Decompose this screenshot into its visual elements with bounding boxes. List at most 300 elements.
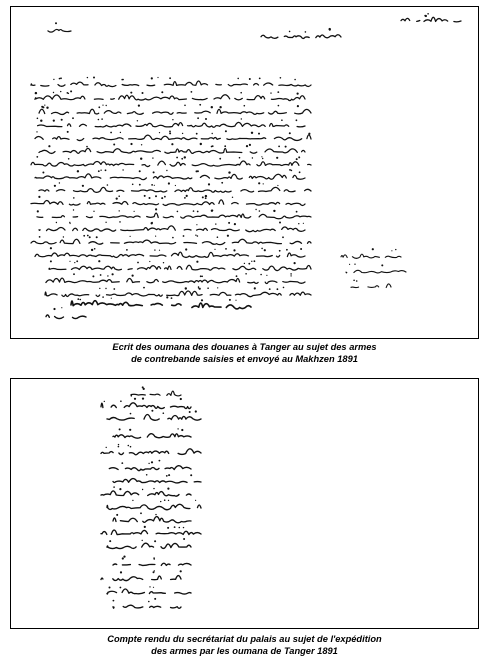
diacritic-dot xyxy=(303,223,304,224)
manuscript-image-customs-letter xyxy=(10,6,479,339)
diacritic-dot xyxy=(151,410,153,412)
diacritic-dot xyxy=(122,169,123,170)
diacritic-dot xyxy=(239,157,241,159)
diacritic-dot xyxy=(149,261,150,262)
diacritic-dot xyxy=(148,601,150,603)
diacritic-dot xyxy=(154,185,155,186)
diacritic-dot xyxy=(118,444,119,445)
diacritic-dot xyxy=(270,92,271,93)
diacritic-dot xyxy=(111,298,112,299)
diacritic-dot xyxy=(297,105,299,107)
diacritic-dot xyxy=(130,236,131,237)
diacritic-dot xyxy=(80,299,82,301)
diacritic-dot xyxy=(110,132,112,134)
diacritic-dot xyxy=(395,249,396,250)
diacritic-dot xyxy=(254,287,256,289)
diacritic-dot xyxy=(211,106,213,108)
diacritic-dot xyxy=(48,145,50,147)
diacritic-dot xyxy=(151,222,153,224)
diacritic-dot xyxy=(152,157,153,158)
diacritic-dot xyxy=(91,249,93,251)
diacritic-dot xyxy=(252,157,253,158)
diacritic-dot xyxy=(199,288,201,290)
diacritic-dot xyxy=(219,106,221,108)
diacritic-dot xyxy=(249,78,251,80)
diacritic-dot xyxy=(251,261,252,262)
diacritic-dot xyxy=(144,526,146,528)
handwriting-stroke xyxy=(39,187,311,192)
diacritic-dot xyxy=(54,185,56,187)
diacritic-dot xyxy=(120,400,122,402)
diacritic-dot xyxy=(163,262,164,263)
diacritic-dot xyxy=(130,92,132,94)
diacritic-dot xyxy=(113,288,115,290)
diacritic-dot xyxy=(264,249,266,251)
handwriting-stroke xyxy=(113,605,181,608)
diacritic-dot xyxy=(151,77,153,79)
diacritic-dot xyxy=(285,146,287,148)
diacritic-dot xyxy=(161,91,163,93)
handwriting-stroke xyxy=(26,81,312,87)
diacritic-dot xyxy=(299,171,301,173)
diacritic-dot xyxy=(59,182,60,183)
diacritic-dot xyxy=(37,210,39,212)
diacritic-dot xyxy=(146,474,148,476)
diacritic-dot xyxy=(166,296,168,298)
diacritic-dot xyxy=(50,260,52,262)
diacritic-dot xyxy=(72,117,74,119)
diacritic-dot xyxy=(159,132,160,133)
diacritic-dot xyxy=(169,131,171,133)
diacritic-dot xyxy=(195,410,197,412)
diacritic-dot xyxy=(196,261,198,263)
diacritic-dot xyxy=(251,132,253,134)
diacritic-dot xyxy=(155,514,156,515)
diacritic-dot xyxy=(77,298,79,300)
diacritic-dot xyxy=(153,557,155,559)
diacritic-dot xyxy=(143,287,145,289)
diacritic-dot xyxy=(132,275,134,277)
diacritic-dot xyxy=(68,93,69,94)
diacritic-dot xyxy=(290,275,291,276)
diacritic-dot xyxy=(92,275,94,277)
diacritic-dot xyxy=(349,264,350,265)
diacritic-dot xyxy=(198,286,199,287)
diacritic-dot xyxy=(73,209,74,210)
diacritic-dot xyxy=(197,235,199,237)
handwriting-stroke xyxy=(39,109,311,114)
diacritic-dot xyxy=(262,158,263,159)
diacritic-dot xyxy=(254,260,256,262)
diacritic-dot xyxy=(53,79,54,80)
diacritic-dot xyxy=(69,261,70,262)
diacritic-dot xyxy=(36,131,37,132)
diacritic-dot xyxy=(120,132,121,133)
diacritic-dot xyxy=(117,515,118,516)
handwriting-stroke xyxy=(39,291,311,297)
diacritic-dot xyxy=(132,184,134,186)
diacritic-dot xyxy=(237,78,239,80)
diacritic-dot xyxy=(185,287,187,289)
diacritic-dot xyxy=(201,299,203,301)
diacritic-dot xyxy=(94,248,96,250)
diacritic-dot xyxy=(191,91,193,93)
diacritic-dot xyxy=(113,600,115,602)
diacritic-dot xyxy=(172,237,174,239)
diacritic-dot xyxy=(219,158,221,160)
diacritic-dot xyxy=(249,144,251,146)
diacritic-dot xyxy=(259,210,261,212)
diacritic-dot xyxy=(199,104,201,106)
diacritic-dot xyxy=(155,208,157,210)
caption-line: Compte rendu du secrétariat du palais au sujet de l'expédition xyxy=(107,634,382,644)
diacritic-dot xyxy=(142,489,143,490)
diacritic-dot xyxy=(212,133,213,134)
handwriting-stroke xyxy=(103,466,191,471)
diacritic-dot xyxy=(181,158,183,160)
diacritic-dot xyxy=(221,182,223,184)
diacritic-dot xyxy=(105,288,106,289)
diacritic-dot xyxy=(137,262,139,264)
diacritic-dot xyxy=(280,77,282,79)
diacritic-dot xyxy=(104,401,105,402)
diacritic-dot xyxy=(68,158,70,160)
diacritic-dot xyxy=(183,538,185,540)
diacritic-dot xyxy=(215,223,216,224)
diacritic-dot xyxy=(282,236,284,238)
diacritic-dot xyxy=(123,556,125,558)
handwriting-stroke xyxy=(34,148,305,153)
diacritic-dot xyxy=(269,288,271,290)
diacritic-dot xyxy=(69,222,70,223)
diacritic-dot xyxy=(241,118,242,119)
diacritic-dot xyxy=(308,133,310,135)
diacritic-dot xyxy=(167,527,169,529)
diacritic-dot xyxy=(149,197,151,199)
diacritic-dot xyxy=(105,169,107,171)
diacritic-dot xyxy=(182,133,183,134)
diacritic-dot xyxy=(126,249,128,251)
diacritic-dot xyxy=(296,158,298,160)
diacritic-dot xyxy=(233,249,235,251)
diacritic-dot xyxy=(142,540,143,541)
diacritic-dot xyxy=(168,474,170,476)
diacritic-dot xyxy=(279,222,281,224)
diacritic-dot xyxy=(166,475,168,477)
diacritic-dot xyxy=(161,197,163,199)
diacritic-dot xyxy=(107,275,108,276)
diacritic-dot xyxy=(211,210,213,212)
diacritic-dot xyxy=(139,170,141,172)
handwriting-stroke xyxy=(101,449,201,455)
diacritic-dot xyxy=(225,130,227,132)
diacritic-dot xyxy=(74,262,75,263)
diacritic-dot xyxy=(205,197,207,199)
diacritic-dot xyxy=(200,143,202,145)
diacritic-dot xyxy=(232,197,233,198)
diacritic-dot xyxy=(55,22,57,24)
handwritten-arabic-text xyxy=(11,7,477,337)
diacritic-dot xyxy=(225,248,227,250)
diacritic-dot xyxy=(278,105,280,107)
diacritic-dot xyxy=(53,308,55,310)
diacritic-dot xyxy=(217,236,219,238)
diacritic-dot xyxy=(134,211,135,212)
diacritic-dot xyxy=(98,260,100,262)
diacritic-dot xyxy=(40,120,42,122)
diacritic-dot xyxy=(142,386,144,388)
diacritic-dot xyxy=(296,211,298,213)
handwriting-stroke xyxy=(35,95,305,101)
handwriting-stroke xyxy=(40,278,305,283)
diacritic-dot xyxy=(59,78,61,80)
diacritic-dot xyxy=(118,195,120,197)
diacritic-dot xyxy=(160,501,161,502)
diacritic-dot xyxy=(228,222,230,224)
diacritic-dot xyxy=(200,275,202,277)
diacritic-dot xyxy=(184,156,186,158)
diacritic-dot xyxy=(87,235,89,237)
diacritic-dot xyxy=(208,183,210,185)
diacritic-dot xyxy=(236,275,238,277)
diacritic-dot xyxy=(172,119,173,120)
diacritic-dot xyxy=(196,133,198,135)
diacritic-dot xyxy=(129,429,131,431)
diacritic-dot xyxy=(164,499,166,501)
diacritic-dot xyxy=(130,413,132,415)
diacritic-dot xyxy=(169,132,171,134)
diacritic-dot xyxy=(217,287,218,288)
diacritic-dot xyxy=(89,236,91,238)
diacritic-dot xyxy=(184,197,186,199)
diacritic-dot xyxy=(171,143,173,145)
diacritic-dot xyxy=(112,273,114,275)
diacritic-dot xyxy=(73,273,75,275)
handwriting-stroke xyxy=(33,226,305,232)
diacritic-dot xyxy=(149,586,150,587)
diacritic-dot xyxy=(109,587,111,589)
diacritic-dot xyxy=(153,488,154,489)
diacritic-dot xyxy=(177,211,179,213)
diacritic-dot xyxy=(258,182,260,184)
handwriting-stroke xyxy=(341,254,401,258)
handwriting-stroke xyxy=(113,434,191,439)
diacritic-dot xyxy=(121,462,123,464)
diacritic-dot xyxy=(176,157,178,159)
diacritic-dot xyxy=(99,288,100,289)
diacritic-dot xyxy=(73,197,75,199)
diacritic-dot xyxy=(235,300,236,301)
diacritic-dot xyxy=(166,170,167,171)
diacritic-dot xyxy=(53,120,55,122)
diacritic-dot xyxy=(86,146,88,148)
diacritic-dot xyxy=(134,398,136,400)
diacritic-dot xyxy=(87,77,88,78)
diacritic-dot xyxy=(120,587,122,589)
diacritic-dot xyxy=(300,248,302,250)
diacritic-dot xyxy=(60,91,61,92)
handwriting-stroke xyxy=(113,517,191,523)
diacritic-dot xyxy=(56,222,57,223)
diacritic-dot xyxy=(283,287,285,289)
diacritic-dot xyxy=(195,235,196,236)
handwriting-stroke xyxy=(31,239,311,244)
diacritic-dot xyxy=(140,512,142,514)
diacritic-dot xyxy=(276,157,278,159)
diacritic-dot xyxy=(168,500,169,501)
diacritic-dot xyxy=(202,196,204,198)
diacritic-dot xyxy=(260,274,262,276)
diacritic-dot xyxy=(356,280,358,282)
handwriting-stroke xyxy=(261,35,341,39)
diacritic-dot xyxy=(151,184,153,186)
caption-line: des armes par les oumana de Tanger 1891 xyxy=(151,646,338,656)
handwriting-stroke xyxy=(31,200,305,206)
diacritic-dot xyxy=(60,77,62,79)
diacritic-dot xyxy=(119,428,121,430)
diacritic-dot xyxy=(277,185,278,186)
diacritic-dot xyxy=(281,119,283,121)
diacritic-dot xyxy=(184,105,186,107)
diacritic-dot xyxy=(50,247,52,249)
diacritic-dot xyxy=(148,463,149,464)
diacritic-dot xyxy=(205,118,207,120)
diacritic-dot xyxy=(107,184,109,186)
diacritic-dot xyxy=(174,526,176,528)
diacritic-dot xyxy=(39,236,41,238)
diacritic-dot xyxy=(155,236,156,237)
diacritic-dot xyxy=(234,223,236,225)
diacritic-dot xyxy=(185,248,187,250)
diacritic-dot xyxy=(305,31,307,33)
diacritic-dot xyxy=(189,411,191,413)
handwriting-stroke xyxy=(33,213,311,219)
diacritic-dot xyxy=(214,249,215,250)
diacritic-dot xyxy=(93,211,94,212)
diacritic-dot xyxy=(296,119,298,121)
handwriting-stroke xyxy=(49,265,311,270)
diacritic-dot xyxy=(286,249,288,251)
diacritic-dot xyxy=(354,264,355,265)
handwriting-stroke xyxy=(31,161,311,167)
handwritten-arabic-text xyxy=(11,379,477,627)
diacritic-dot xyxy=(245,273,247,275)
diacritic-dot xyxy=(77,170,79,172)
diacritic-dot xyxy=(122,557,124,559)
diacritic-dot xyxy=(180,570,182,572)
handwriting-stroke xyxy=(101,576,181,581)
diacritic-dot xyxy=(169,77,171,79)
handwriting-stroke xyxy=(101,414,201,420)
diacritic-dot xyxy=(425,15,427,17)
diacritic-dot xyxy=(258,133,260,135)
diacritic-dot xyxy=(240,92,242,94)
diacritic-dot xyxy=(290,273,292,275)
handwriting-stroke xyxy=(107,543,191,548)
diacritic-dot xyxy=(154,598,156,600)
diacritic-dot xyxy=(244,105,246,107)
diacritic-dot xyxy=(142,92,144,94)
diacritic-dot xyxy=(277,91,279,93)
diacritic-dot xyxy=(180,398,182,400)
diacritic-dot xyxy=(122,79,124,81)
diacritic-dot xyxy=(228,171,230,173)
diacritic-dot xyxy=(119,488,121,490)
handwriting-stroke xyxy=(393,17,461,22)
diacritic-dot xyxy=(353,280,355,282)
handwriting-stroke xyxy=(101,491,191,496)
diacritic-dot xyxy=(98,170,100,172)
diacritic-dot xyxy=(53,92,54,93)
diacritic-dot xyxy=(391,250,392,251)
diacritic-dot xyxy=(154,249,155,250)
diacritic-dot xyxy=(37,118,39,120)
diacritic-dot xyxy=(255,209,256,210)
diacritic-dot xyxy=(116,198,118,200)
diacritic-dot xyxy=(119,221,121,223)
diacritic-dot xyxy=(277,288,279,290)
diacritic-dot xyxy=(298,223,299,224)
diacritic-dot xyxy=(98,106,100,108)
diacritic-dot xyxy=(329,29,331,31)
diacritic-dot xyxy=(144,195,146,197)
diacritic-dot xyxy=(106,447,107,448)
diacritic-dot xyxy=(246,145,248,147)
handwriting-stroke xyxy=(101,403,191,409)
diacritic-dot xyxy=(96,236,98,238)
handwriting-stroke xyxy=(29,122,305,127)
diacritic-dot xyxy=(261,156,262,157)
diacritic-dot xyxy=(98,119,100,121)
diacritic-dot xyxy=(381,264,383,266)
diacritic-dot xyxy=(159,250,160,251)
diacritic-dot xyxy=(138,105,140,107)
diacritic-dot xyxy=(196,224,197,225)
diacritic-dot xyxy=(139,184,141,186)
diacritic-dot xyxy=(263,183,264,184)
diacritic-dot xyxy=(113,486,115,488)
diacritic-dot xyxy=(36,156,38,158)
handwriting-stroke xyxy=(46,315,86,319)
diacritic-dot xyxy=(289,132,291,134)
diacritic-dot xyxy=(132,500,133,501)
diacritic-dot xyxy=(153,587,154,588)
diacritic-dot xyxy=(163,412,165,414)
diacritic-dot xyxy=(119,210,120,211)
diacritic-dot xyxy=(70,90,72,92)
diacritic-dot xyxy=(130,143,132,145)
diacritic-dot xyxy=(278,146,280,148)
diacritic-dot xyxy=(266,275,267,276)
diacritic-dot xyxy=(42,172,44,174)
diacritic-dot xyxy=(179,527,181,529)
diacritic-dot xyxy=(61,307,62,308)
diacritic-dot xyxy=(118,446,120,448)
diacritic-dot xyxy=(93,77,95,79)
diacritic-dot xyxy=(159,460,161,462)
diacritic-dot xyxy=(261,248,263,250)
diacritic-dot xyxy=(120,571,122,573)
diacritic-dot xyxy=(372,248,374,250)
diacritic-dot xyxy=(294,262,296,264)
diacritic-dot xyxy=(273,210,275,212)
diacritic-dot xyxy=(67,131,69,133)
diacritic-dot xyxy=(279,250,281,252)
handwriting-stroke xyxy=(185,303,251,309)
diacritic-dot xyxy=(100,170,101,171)
diacritic-dot xyxy=(193,210,195,212)
handwriting-stroke xyxy=(346,270,406,273)
